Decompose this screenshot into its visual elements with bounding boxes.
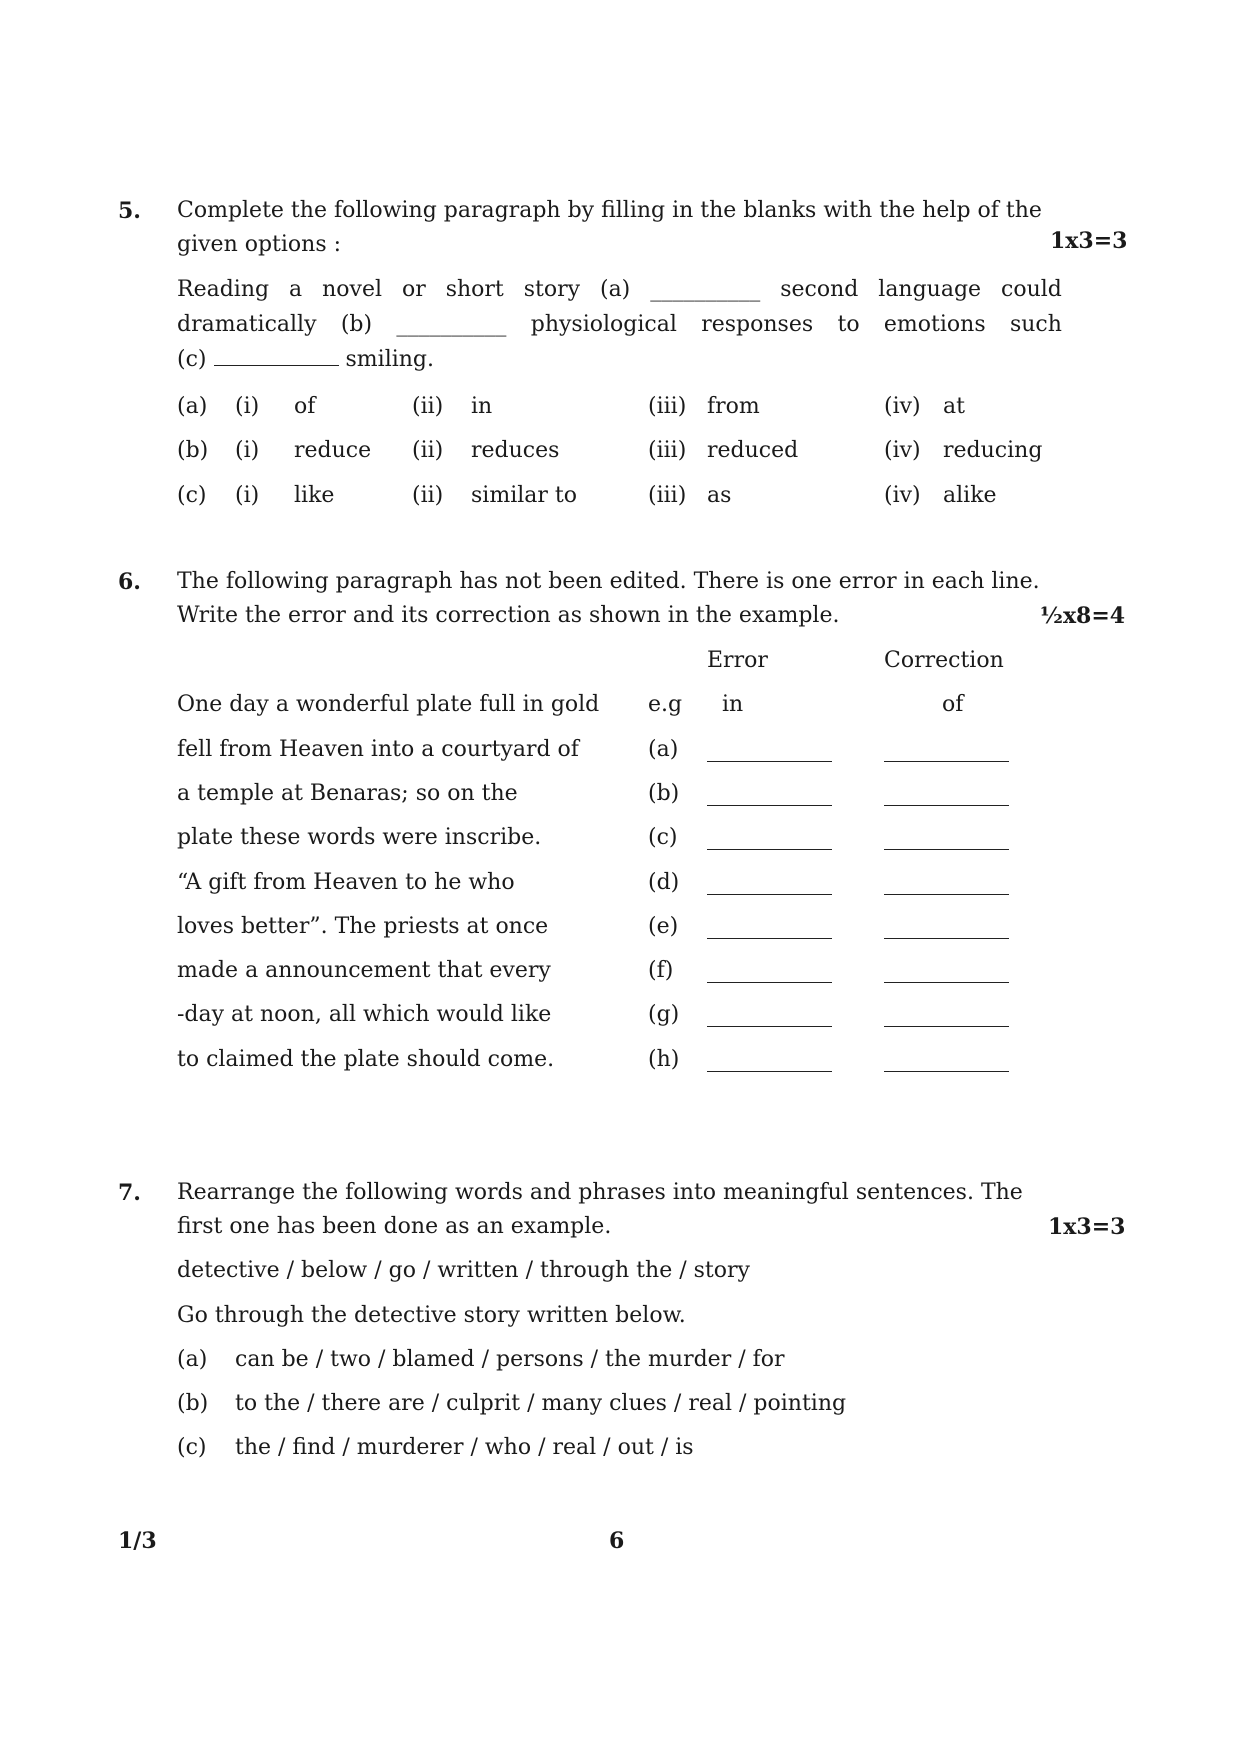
error-answer-blank[interactable] [707,1071,832,1072]
word: such [1009,312,1062,337]
correction-answer-blank[interactable] [884,982,1009,983]
word: to [837,312,860,337]
question-7-instruction-line1: Rearrange the following words and phrases into meaningful sentences. The [177,1180,1023,1205]
option-row-label: (b) [177,438,209,463]
option-numeral: (ii) [412,394,444,419]
option-numeral: (i) [235,483,260,508]
question-6-marks: ½x8=4 [1040,603,1126,629]
question-5-marks: 1x3=3 [1050,228,1128,254]
line-label: (g) [648,1002,680,1027]
error-answer-blank[interactable] [707,761,832,762]
word: a [289,277,303,302]
blank-label-c: (c) [177,347,207,372]
question-7-instruction-line2: first one has been done as an example. [177,1214,612,1239]
option-numeral: (i) [235,394,260,419]
error-answer-blank[interactable] [707,982,832,983]
option-numeral: (ii) [412,438,444,463]
example-label: e.g [648,692,683,717]
question-5-instruction-line1: Complete the following paragraph by filling in the blanks with the help of the [177,198,1042,223]
question-7-number: 7. [118,1180,141,1206]
example-answer-sentence: Go through the detective story written below. [177,1303,686,1328]
jumbled-sentence: the / find / murderer / who / real / out / is [235,1435,694,1460]
word: novel [322,277,383,302]
option-numeral: (i) [235,438,260,463]
passage-line: -day at noon, all which would like [177,1002,552,1027]
correction-answer-blank[interactable] [884,894,1009,895]
blank-label-b: (b) [340,312,373,337]
line-label: (c) [648,825,678,850]
question-5-paragraph-line1 [177,275,1062,305]
error-answer-blank[interactable] [707,849,832,850]
line-label: (b) [648,781,680,806]
paper-code: 1/3 [118,1528,157,1554]
example-error: in [722,692,744,717]
blank-b: __________ [396,312,507,337]
word: responses [701,312,814,337]
option-text: in [471,394,493,419]
option-text: like [294,483,335,508]
item-label: (b) [177,1391,209,1416]
word: language [878,277,982,302]
word: could [1001,277,1062,302]
example-correction: of [942,692,964,717]
option-text: reduce [294,438,372,463]
passage-line: plate these words were inscribe. [177,825,542,850]
correction-answer-blank[interactable] [884,938,1009,939]
correction-answer-blank[interactable] [884,761,1009,762]
item-label: (a) [177,1347,208,1372]
error-answer-blank[interactable] [707,938,832,939]
option-text: from [707,394,760,419]
line-label: (a) [648,737,679,762]
word: or [401,277,426,302]
column-header-correction: Correction [884,648,1004,673]
passage-line: a temple at Benaras; so on the [177,781,518,806]
jumbled-sentence: can be / two / blamed / persons / the murder / for [235,1347,785,1372]
line-label: (d) [648,870,680,895]
error-answer-blank[interactable] [707,894,832,895]
passage-line: to claimed the plate should come. [177,1047,555,1072]
item-label: (c) [177,1435,207,1460]
passage-line-example: One day a wonderful plate full in gold [177,692,600,717]
error-answer-blank[interactable] [707,805,832,806]
question-6-instruction-line2: Write the error and its correction as shown in the example. [177,603,840,628]
question-5-instruction-line2: given options : [177,232,342,257]
option-text: similar to [471,483,577,508]
word: dramatically [177,312,317,337]
option-numeral: (iii) [648,438,687,463]
option-numeral: (iii) [648,394,687,419]
question-6-number: 6. [118,569,141,595]
option-text: at [943,394,965,419]
option-text: reducing [943,438,1043,463]
passage-line: made a announcement that every [177,958,551,983]
word: physiological [530,312,677,337]
line-label: (f) [648,958,674,983]
question-5-number: 5. [118,198,141,224]
option-text: reduces [471,438,560,463]
passage-line: loves better”. The priests at once [177,914,549,939]
example-jumbled-sentence: detective / below / go / written / through the / story [177,1258,750,1283]
correction-answer-blank[interactable] [884,1071,1009,1072]
word: second [780,277,859,302]
question-7-marks: 1x3=3 [1048,1214,1126,1240]
line-label: (h) [648,1047,680,1072]
passage-line: “A gift from Heaven to he who [177,870,515,895]
word: emotions [883,312,986,337]
word: Reading [177,277,270,302]
column-header-error: Error [707,648,768,673]
option-row-label: (a) [177,394,208,419]
blank-a: __________ [650,277,761,302]
page-number: 6 [609,1528,625,1554]
question-5-paragraph-line3 [177,345,434,375]
question-5-paragraph-line2 [177,310,1062,340]
word: smiling. [345,347,435,372]
blank-label-a: (a) [599,277,631,302]
option-row-label: (c) [177,483,207,508]
correction-answer-blank[interactable] [884,805,1009,806]
option-text: reduced [707,438,799,463]
correction-answer-blank[interactable] [884,1026,1009,1027]
word: short [445,277,504,302]
option-numeral: (iv) [884,394,921,419]
option-text: alike [943,483,997,508]
option-numeral: (iv) [884,483,921,508]
correction-answer-blank[interactable] [884,849,1009,850]
option-numeral: (iv) [884,438,921,463]
option-text: of [294,394,316,419]
error-answer-blank[interactable] [707,1026,832,1027]
passage-line: fell from Heaven into a courtyard of [177,737,579,762]
option-text: as [707,483,732,508]
word: story [523,277,581,302]
question-6-instruction-line1: The following paragraph has not been edited. There is one error in each line. [177,569,1040,594]
line-label: (e) [648,914,679,939]
option-numeral: (ii) [412,483,444,508]
blank-c [214,345,339,366]
jumbled-sentence: to the / there are / culprit / many clues / real / pointing [235,1391,847,1416]
option-numeral: (iii) [648,483,687,508]
